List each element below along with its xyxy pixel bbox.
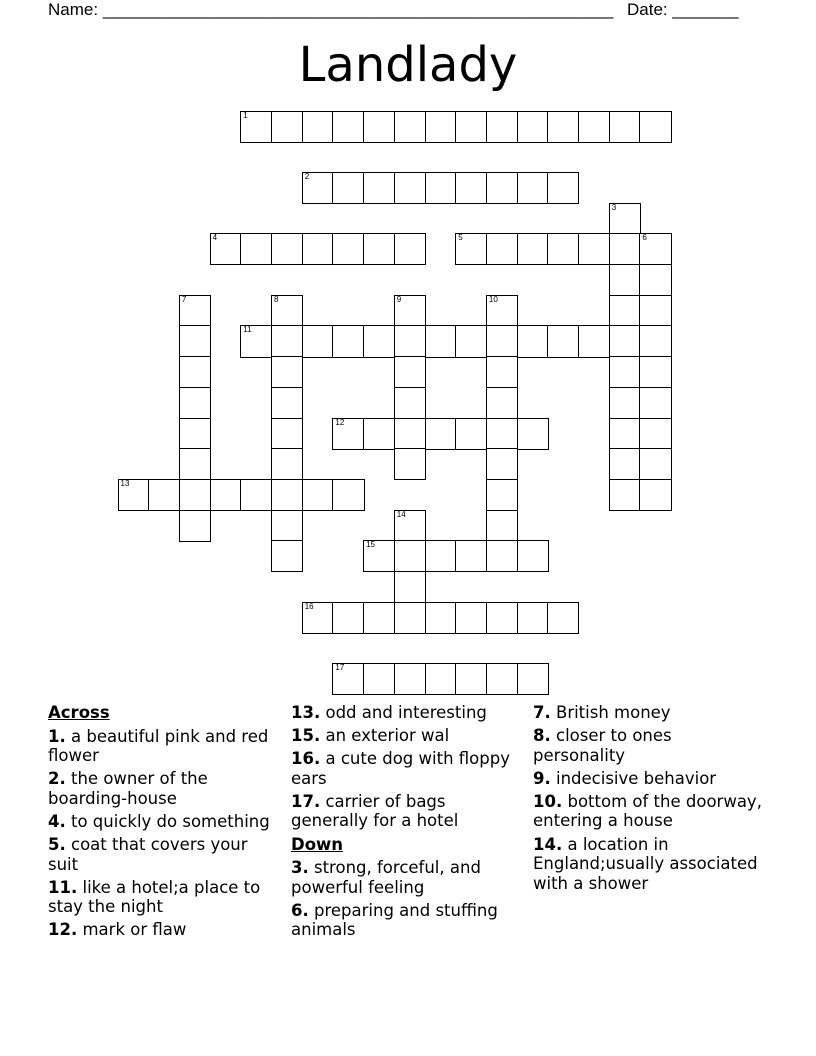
grid-cell[interactable] — [425, 663, 457, 695]
clue-number: 8 — [274, 294, 279, 304]
grid-cell[interactable] — [517, 233, 549, 265]
down-clue-14: 14. a location in England;usually associated with a shower — [533, 834, 758, 893]
grid-cell[interactable] — [425, 172, 457, 204]
grid-cell[interactable] — [547, 233, 579, 265]
grid-cell[interactable] — [578, 325, 610, 357]
grid-cell[interactable] — [271, 325, 303, 357]
clue-number: 16 — [304, 601, 314, 611]
grid-cell[interactable] — [517, 418, 549, 450]
grid-cell[interactable] — [271, 540, 303, 572]
clue-number: 17 — [335, 663, 345, 673]
grid-cell[interactable] — [486, 387, 518, 419]
grid-cell[interactable] — [394, 571, 426, 603]
grid-cell[interactable] — [302, 172, 334, 204]
grid-cell[interactable] — [302, 479, 334, 511]
across-clue-17: 17. carrier of bags generally for a hotel — [291, 791, 459, 831]
down-clue-8: 8. closer to ones personality — [533, 726, 672, 765]
grid-cell[interactable] — [486, 295, 518, 327]
date-label: Date: — [627, 0, 668, 19]
grid-cell[interactable] — [455, 172, 487, 204]
grid-cell[interactable] — [271, 295, 303, 327]
grid-cell[interactable] — [547, 172, 579, 204]
clue-number: 11 — [243, 325, 252, 335]
grid-cell[interactable] — [179, 325, 211, 357]
grid-cell[interactable] — [578, 111, 610, 143]
grid-cell[interactable] — [271, 233, 303, 265]
grid-cell[interactable] — [179, 356, 211, 388]
grid-cell[interactable] — [609, 203, 641, 235]
grid-cell[interactable] — [639, 233, 671, 265]
grid-cell[interactable] — [363, 111, 395, 143]
grid-cell[interactable] — [517, 172, 549, 204]
grid-cell[interactable] — [271, 418, 303, 450]
grid-cell[interactable] — [517, 602, 549, 634]
grid-cell[interactable] — [302, 325, 334, 357]
clue-number: 9 — [396, 294, 402, 304]
grid-cell[interactable] — [425, 418, 457, 450]
down-clue-10: 10. bottom of the doorway, entering a house — [533, 791, 762, 831]
grid-cell[interactable] — [363, 418, 395, 450]
grid-cell[interactable] — [394, 510, 426, 542]
name-label: Name: — [48, 0, 99, 19]
grid-cell[interactable] — [394, 418, 426, 450]
grid-cell[interactable] — [639, 264, 671, 296]
grid-cell[interactable] — [394, 387, 426, 419]
grid-cell[interactable] — [425, 602, 457, 634]
grid-cell[interactable] — [609, 295, 641, 327]
grid-cell[interactable] — [302, 602, 334, 634]
grid-cell[interactable] — [271, 510, 303, 542]
down-heading: Down — [291, 834, 344, 854]
grid-cell[interactable] — [486, 325, 518, 357]
grid-cell[interactable] — [363, 325, 395, 357]
clue-number: 12 — [335, 417, 345, 427]
grid-cell[interactable] — [363, 233, 395, 265]
clues-column-2 — [291, 703, 523, 944]
grid-cell[interactable] — [394, 233, 426, 265]
clue-number: 15 — [366, 540, 375, 550]
grid-cell[interactable] — [363, 540, 395, 572]
grid-cell[interactable] — [486, 111, 518, 143]
grid-cell[interactable] — [240, 233, 272, 265]
date-blank[interactable]: _______ — [672, 0, 739, 19]
grid-cell[interactable] — [486, 418, 518, 450]
grid-cell[interactable] — [210, 479, 242, 511]
grid-cell[interactable] — [609, 111, 641, 143]
name-blank[interactable]: ______________________________________________________ — [102, 0, 614, 19]
grid-cell[interactable] — [271, 356, 303, 388]
grid-cell[interactable] — [486, 448, 518, 480]
grid-cell[interactable] — [455, 111, 487, 143]
grid-cell[interactable] — [394, 663, 426, 695]
down-clue-6: 6. preparing and stuffing animals — [291, 900, 498, 940]
grid-cell[interactable] — [332, 111, 364, 143]
grid-cell[interactable] — [639, 448, 671, 480]
grid-cell[interactable] — [332, 172, 364, 204]
grid-cell[interactable] — [332, 418, 364, 450]
grid-cell[interactable] — [332, 479, 364, 511]
grid-cell[interactable] — [547, 325, 579, 357]
grid-cell[interactable] — [363, 602, 395, 634]
grid-cell[interactable] — [271, 448, 303, 480]
grid-cell[interactable] — [639, 356, 671, 388]
grid-cell[interactable] — [179, 479, 211, 511]
grid-cell[interactable] — [517, 663, 549, 695]
grid-cell[interactable] — [179, 448, 211, 480]
grid-cell[interactable] — [240, 479, 272, 511]
grid-cell[interactable] — [609, 325, 641, 357]
across-clue-1: 1. a beautiful pink and red flower — [48, 726, 269, 766]
grid-cell[interactable] — [639, 479, 671, 511]
grid-cell[interactable] — [486, 356, 518, 388]
grid-cell[interactable] — [486, 479, 518, 511]
across-clue-12: 12. mark or flaw — [48, 920, 187, 940]
grid-cell[interactable] — [455, 418, 487, 450]
grid-cell[interactable] — [486, 602, 518, 634]
grid-cell[interactable] — [609, 418, 641, 450]
clue-number: 6 — [642, 233, 647, 243]
grid-cell[interactable] — [210, 233, 242, 265]
grid-cell[interactable] — [455, 233, 487, 265]
grid-cell[interactable] — [609, 387, 641, 419]
grid-cell[interactable] — [179, 418, 211, 450]
grid-cell[interactable] — [394, 448, 426, 480]
grid-cell[interactable] — [609, 448, 641, 480]
grid-cell[interactable] — [148, 479, 180, 511]
grid-cell[interactable] — [394, 602, 426, 634]
grid-cell[interactable] — [118, 479, 150, 511]
grid-cell[interactable] — [394, 295, 426, 327]
grid-cell[interactable] — [394, 356, 426, 388]
grid-cell[interactable] — [517, 325, 549, 357]
grid-cell[interactable] — [302, 111, 334, 143]
grid-cell[interactable] — [639, 325, 671, 357]
clue-number: 1 — [243, 110, 248, 120]
puzzle-title: Landlady — [298, 37, 518, 93]
across-clue-11: 11. like a hotel;a place to stay the night — [48, 877, 261, 917]
down-clue-9: 9. indecisive behavior — [533, 768, 717, 788]
grid-cell[interactable] — [179, 387, 211, 419]
grid-cell[interactable] — [609, 356, 641, 388]
grid-cell[interactable] — [332, 663, 364, 695]
grid-cell[interactable] — [240, 111, 272, 143]
down-clue-3: 3. strong, forceful, and powerful feeling — [291, 858, 481, 897]
grid-cell[interactable] — [240, 325, 272, 357]
across-clue-13: 13. odd and interesting — [291, 703, 487, 722]
clue-number: 14 — [396, 509, 406, 519]
across-clue-2: 2. the owner of the boarding-house — [48, 769, 208, 808]
grid-cell[interactable] — [486, 172, 518, 204]
grid-cell[interactable] — [517, 111, 549, 143]
grid-cell[interactable] — [302, 233, 334, 265]
grid-cell[interactable] — [639, 418, 671, 450]
grid-cell[interactable] — [486, 663, 518, 695]
grid-cell[interactable] — [486, 233, 518, 265]
grid-cell[interactable] — [179, 510, 211, 542]
across-heading: Across — [48, 703, 110, 722]
grid-cell[interactable] — [486, 540, 518, 572]
grid-cell[interactable] — [394, 172, 426, 204]
grid-cell[interactable] — [455, 602, 487, 634]
grid-cell[interactable] — [332, 233, 364, 265]
grid-cell[interactable] — [425, 325, 457, 357]
grid-cell[interactable] — [486, 510, 518, 542]
grid-cell[interactable] — [578, 233, 610, 265]
grid-cell[interactable] — [179, 295, 211, 327]
across-clue-15: 15. an exterior wal — [291, 726, 450, 746]
grid-cell[interactable] — [547, 111, 579, 143]
clues-column-1 — [48, 703, 280, 944]
grid-cell[interactable] — [547, 602, 579, 634]
clue-number: 4 — [212, 233, 218, 243]
across-clue-16: 16. a cute dog with floppy ears — [291, 749, 510, 788]
clue-number: 5 — [458, 233, 463, 243]
grid-cell[interactable] — [332, 325, 364, 357]
clue-number: 2 — [304, 171, 310, 181]
grid-cell[interactable] — [609, 264, 641, 296]
across-clue-5: 5. coat that covers your suit — [48, 835, 248, 874]
grid-cell[interactable] — [394, 540, 426, 572]
grid-cell[interactable] — [363, 663, 395, 695]
grid-cell[interactable] — [271, 111, 303, 143]
grid-cell[interactable] — [271, 479, 303, 511]
grid-cell[interactable] — [455, 540, 487, 572]
down-clue-7: 7. British money — [533, 703, 671, 722]
clue-number: 13 — [120, 478, 130, 488]
clue-number: 7 — [181, 294, 187, 304]
grid-cell[interactable] — [639, 111, 671, 143]
grid-cell[interactable] — [609, 479, 641, 511]
grid-cell[interactable] — [455, 663, 487, 695]
grid-cell[interactable] — [639, 387, 671, 419]
grid-cell[interactable] — [425, 111, 457, 143]
grid-cell[interactable] — [363, 172, 395, 204]
grid-cell[interactable] — [425, 540, 457, 572]
across-clue-4: 4. to quickly do something — [48, 811, 270, 831]
grid-cell[interactable] — [455, 325, 487, 357]
clue-number: 3 — [611, 202, 617, 212]
grid-cell[interactable] — [639, 295, 671, 327]
grid-cell[interactable] — [609, 233, 641, 265]
clues-column-3 — [533, 703, 765, 897]
grid-cell[interactable] — [517, 540, 549, 572]
grid-cell[interactable] — [271, 387, 303, 419]
grid-cell[interactable] — [394, 325, 426, 357]
grid-cell[interactable] — [394, 111, 426, 143]
grid-cell[interactable] — [332, 602, 364, 634]
clue-number: 10 — [488, 294, 498, 304]
